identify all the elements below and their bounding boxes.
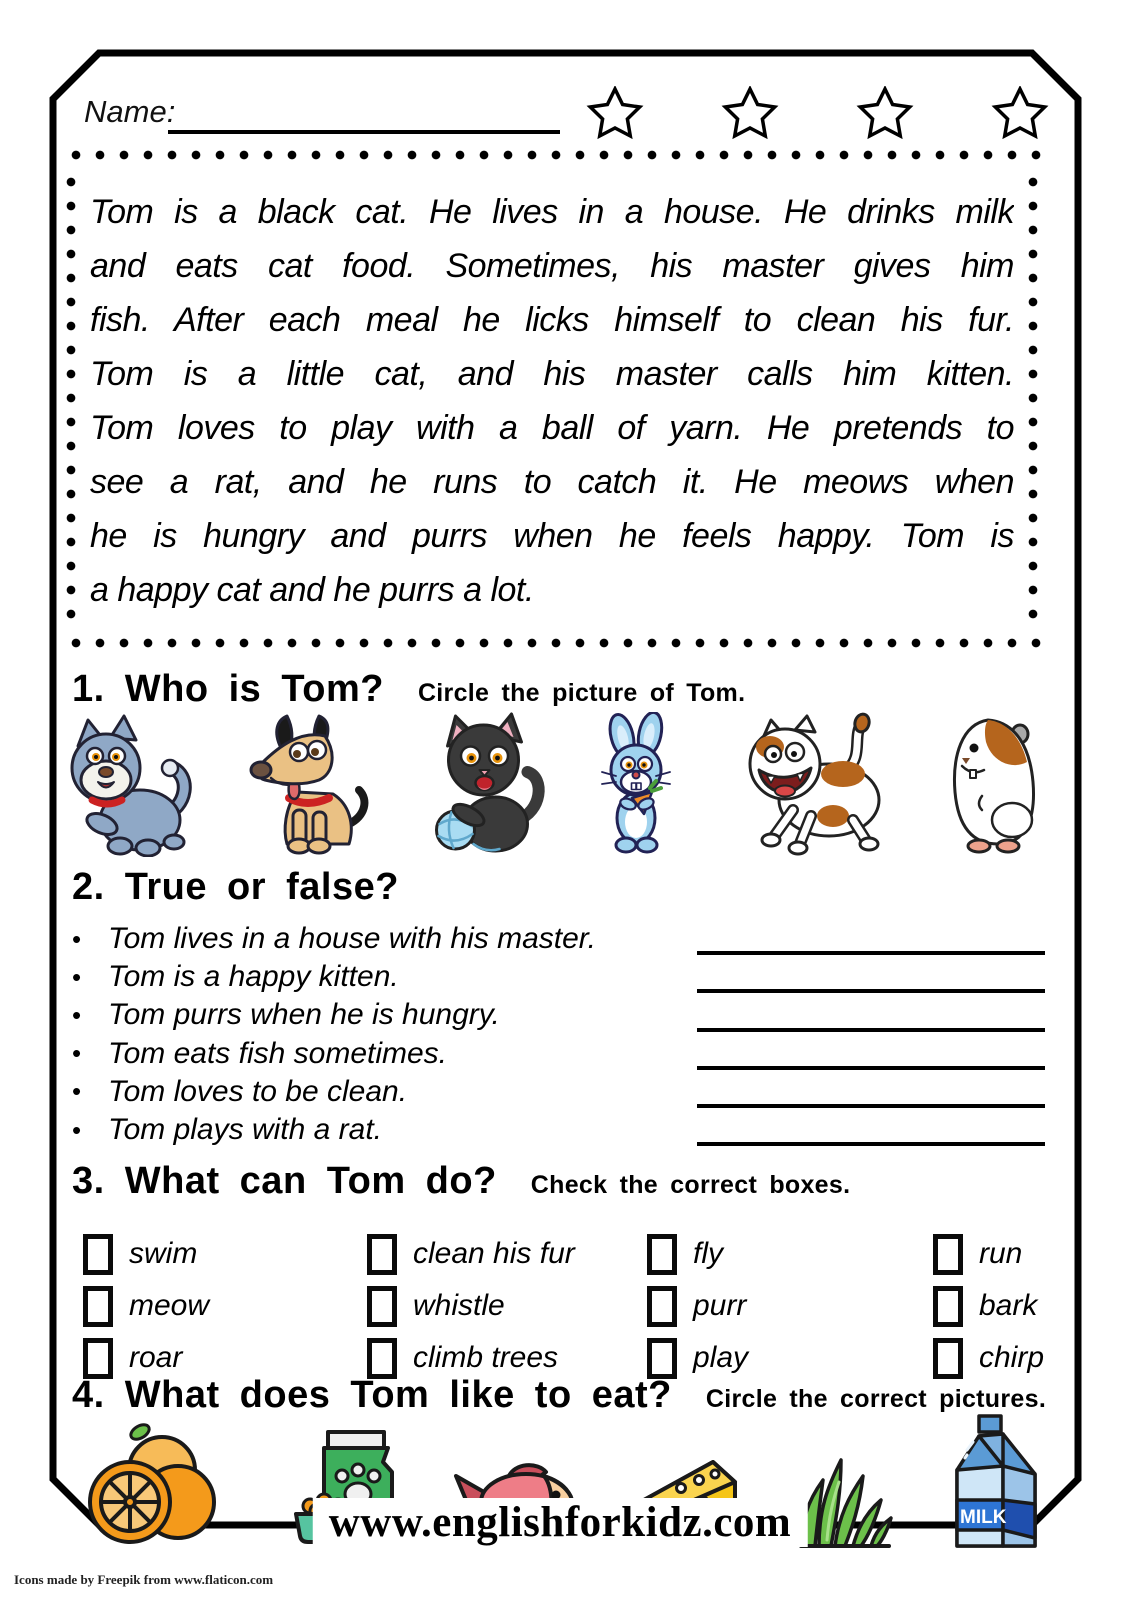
- checkbox-label: bark: [979, 1289, 1038, 1322]
- statement-text: Tom loves to be clean.: [108, 1074, 408, 1108]
- bullet: •: [72, 961, 82, 992]
- milk-carton-label: MILK: [959, 1507, 1007, 1528]
- checkbox-label: roar: [129, 1341, 183, 1374]
- passage-line: Tom loves to play with a ball of yarn. He pretends to: [90, 409, 1014, 447]
- passage-line: and eats cat food. Sometimes, his master gives him: [90, 247, 1014, 285]
- checkbox-label: fly: [693, 1237, 723, 1270]
- website-link[interactable]: www.englishforkidz.com: [313, 1498, 808, 1547]
- checkbox-label: meow: [129, 1289, 210, 1322]
- checkbox-label: whistle: [413, 1289, 505, 1322]
- passage-line: fish. After each meal he licks himself to clean his fur.: [90, 301, 1014, 339]
- checkbox-label: clean his fur: [413, 1237, 575, 1270]
- checkbox-label: chirp: [979, 1341, 1045, 1374]
- checkbox-label: climb trees: [413, 1341, 559, 1374]
- question-2-title: 2. True or false?: [72, 866, 399, 908]
- passage-line: a happy cat and he purrs a lot.: [90, 571, 534, 609]
- bullet: •: [72, 1114, 82, 1145]
- bullet: •: [72, 999, 82, 1030]
- statement-text: Tom purrs when he is hungry.: [108, 998, 500, 1032]
- checkbox-label: purr: [693, 1289, 747, 1322]
- passage-line: see a rat, and he runs to catch it. He meows when: [90, 463, 1014, 501]
- question-1-title: 1. Who is Tom?: [72, 668, 384, 710]
- picture-milk-carton[interactable]: [943, 1408, 1045, 1550]
- statement-text: Tom lives in a house with his master.: [108, 922, 596, 956]
- statement-text: Tom plays with a rat.: [108, 1113, 382, 1147]
- question-1-instruction: Circle the picture of Tom.: [417, 679, 746, 707]
- question-3-instruction: Check the correct boxes.: [530, 1171, 851, 1199]
- checkbox-label: run: [979, 1237, 1023, 1270]
- statement-text: Tom eats fish sometimes.: [108, 1036, 448, 1070]
- question-4-title: 4. What does Tom like to eat?: [72, 1374, 672, 1416]
- question-3-title: 3. What can Tom do?: [72, 1160, 497, 1202]
- question-4-instruction: Circle the correct pictures.: [705, 1385, 1047, 1413]
- icons-attribution: Icons made by Freepik from www.flaticon.com: [14, 1572, 274, 1587]
- passage-line: he is hungry and purrs when he feels happy. Tom is: [90, 517, 1014, 555]
- picture-oranges[interactable]: [78, 1418, 230, 1550]
- passage-line: Tom is a black cat. He lives in a house. He drinks milk: [90, 193, 1014, 231]
- passage-line: Tom is a little cat, and his master calls him kitten.: [90, 355, 1014, 393]
- checkbox-label: play: [693, 1341, 749, 1374]
- bullet: •: [72, 1076, 82, 1107]
- name-label: Name:: [84, 94, 176, 129]
- bullet: •: [72, 1038, 82, 1069]
- statement-text: Tom is a happy kitten.: [108, 960, 399, 994]
- bullet: •: [72, 923, 82, 954]
- checkbox-label: swim: [129, 1237, 198, 1270]
